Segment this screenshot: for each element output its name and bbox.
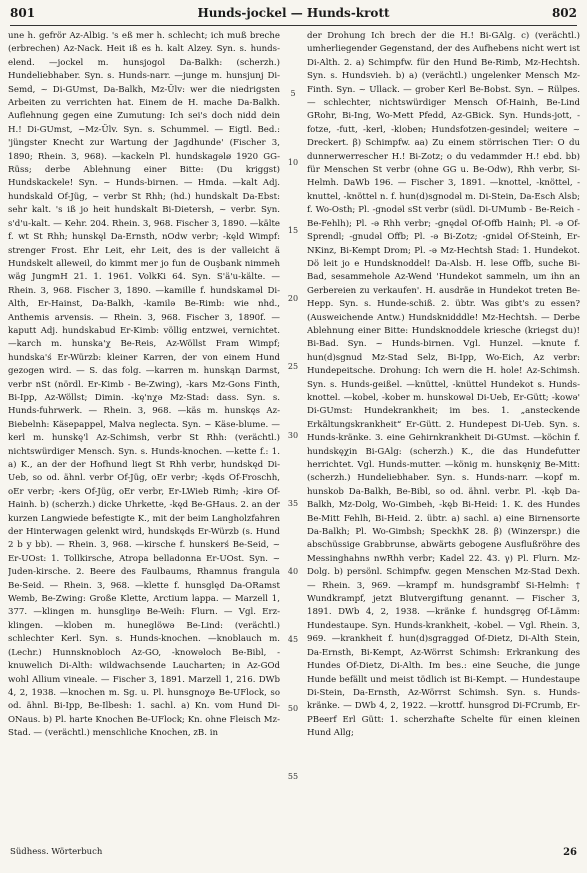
left-column: [8, 30, 280, 838]
page-footer: [10, 847, 577, 858]
line-number: 30: [287, 431, 299, 440]
line-number: 40: [287, 567, 299, 576]
line-number: 15: [287, 226, 299, 235]
line-number: 45: [287, 635, 299, 644]
right-page-number: 802: [551, 6, 577, 20]
footer-label: Südhess. Wörterbuch: [10, 847, 103, 857]
left-column-text: une h. gefrör Az-Albig. 's eß mer h. schlecht; ich muß breche (erbrechen) Az-Nack. Heit iß es h. kalt Alzey. Syn. s. hunds-elend. —jockel m. hunsjogol Da-Balkh: (scherzh.) Hundeliebhaber. Syn. s. Hunds-narr. —junge m. hunsjunj Di-Semd, ~ Di-GUmst, Da-Balkh, Mz-Ülv: wer die niedrigsten Arbeiten zu verrichten hat. Einem de H. mache Da-Balkh. Auflehnung gegen eine Zumutung: Ich sei's doch nidd dein H.! Di-GUmst, ~Mz-Ülv. Syn. s. Schummel. — Eigtl. Bed.: 'jüngster Knecht zur Wartung der Jagdhunde' (Fischer 3, 1890; Rhein. 3, 968). —kackeln Pl. hundskagəlø 1920 GG-Rüss; derbe Ablehnung einer Bitte: (Du kriggst) Hundskackele! Syn. ~ Hunds-birnen. — Hmda. —kalt Adj. hundskald Of-Jüg, ~ verbr St Rhh; (hd.) hundskalt Da-Ebst: sehr kalt. 's iß jo heit hundskalt Bi-Dietersh, ~ verbr. Syn. s'd'u-kalt. — Kehr. 204. Rhein. 3, 968. Fischer 3, 1890. —kälte f. wt St Rhh; hunskęl Da-Ernsth, nOdw verbr; -kęld Wimpf: strenger Frost. Ehr Leit, ehr Leit, des is der valleicht ä Hundskelt alleweil, do kimmt mer jo fun de Ouşbank nimmeh wäg JungmH 21. 1. 1961. VolkKi 64. Syn. S'ä'u-kälte. — Rhein. 3, 968. Fischer 3, 1890. —kamille f. hundskaməl Di-Alth, Er-Hainst, Da-Balkh, -kamilə Be-Rimb: wie nhd., Anthemis arvensis. — Rhein. 3, 968. Fischer 3, 1890f. —kaputt Adj. hundskabud Er-Kimb: völlig entzwei, vernichtet. —karch m. hunska'χ Be-Reis, Az-Wöllst Fram Wimpf; hundska'ś Er-Würzb: kleiner Karren, der von einem Hund gezogen wird. — S. das folg. —karren m. hunskąn Darmst, verbr nSt (nördl. Er-Kimb - Be-Zwing), -kars Mz-Gons Finth, Bi-Ipp, Az-Wöllst; Dimin. -kę'nχə Mz-Stad: dass. Syn. s. Hunds-fuhrwerk. — Rhein. 3, 968. —käs m. hunskęs Az-Biebelnh: Käsepappel, Malva neglecta. Syn. ~ Käse-blume. —kerl m. hunskę'l Az-Schimsh, verbr St Rhh: (verächtl.) nichtswürdiger Mensch. Syn. s. Hunds-knochen. —kette f.: 1. a) K., an der der Hofhund liegt St Rhh verbr, hundskęd Di-Ueb, so od. ähnl. verbr Of-Jüg, oEr verbr; -kęds Of-Froschh, oEr verbr; -kers Of-Jüg, oEr verbr, Er-LWieb Rimh; -kirə Of-Hainh. b) (scherzh.) dicke Uhrkette, -kęd Be-GHaus. 2. an der kurzen Langwiede befestigte K., mit der beim Langholzfahren der Hinterwagen gelenkt wird, hundskęds Er-Würzb (s. Hund 2 b y bb). — Rhein. 3, 968. —kirsche f. hunskerś Be-Seid, ~ Er-UOst: 1. Tollkirsche, Atropa belladonna Er-UOst. Syn. ~ Juden-kirsche. 2. Beere des Faulbaums, Rhamnus frangula Be-Seid. — Rhein. 3, 968. —klette f. hunsględ Da-ORamst Wemb, Be-Zwing: Große Klette, Arctium lappa. — Marzell 1, 377. —klingen m. hunsgliŋə Be-Weih: Flurn. — Vgl. Erz-klingen. —kloben m. huneglöwə Be-Lind: (verächtl.) schlechter Kerl. Syn. s. Hunds-knochen. —knoblauch m. (Lechr.) Hunnsknobloch Az-GO, -knowəloch Be-Bibl, -knuwelich Di-Alth: wildwachsende Laucharten; in Az-GOd wohl Allium vineale. — Fischer 3, 1891. Marzell 1, 216. DWb 4, 2, 1938. —knochen m. Sg. u. Pl. hunsgnoχə Be-UFlock, so od. ähnl. Bi-Ipp, Be-Ilbesh: 1. sachl. a) Kn. vom Hund Di-ONaus. b) Pl. harte Knochen Be-UFlock; Kn. ohne Fleisch Mz-Stad. — (verächtl.) menschliche Knochen, zB. in: [8, 31, 280, 739]
line-number: 50: [287, 704, 299, 713]
line-number: 35: [287, 499, 299, 508]
running-head-title: Hunds-jockel — Hunds-krott: [197, 6, 390, 20]
page-header: [10, 6, 577, 24]
right-column: [307, 30, 580, 838]
line-number: 55: [287, 772, 299, 781]
footer-page-number: 26: [563, 847, 577, 858]
line-number: 10: [287, 158, 299, 167]
right-column-text: der Drohung Ich brech der die H.! Bi-GAlg. c) (verächtl.) umherliegender Gegenstand, der des Aufhebens nicht wert ist Di-Alth. 2. a) Schimpfw. für den Hund Be-Rimb, Mz-Hechtsh. Syn. s. Hundsvieh. b) a) (verächtl.) ungelenker Mensch Mz-Finth. Syn. ~ Ullack. — grober Kerl Be-Bobst. Syn. ~ Rülpes. — schlechter, nichtswürdiger Mensch Of-Hainh, Be-Lind GRohr, Bi-Ing, Wo-Mett Pfedd, Az-GBick. Syn. Hunds-jott, -fotze, -futt, -kerl, -kloben; Hundsfotzen-gesindel; weitere ~ Dreckert. β) Schimpfw. aa) Zu einem störrischen Tier: O du dunnerwerrescher H.! Bi-Zotz; o du vedammder H.! ebd. bb) für Menschen St verbr (ohne GG u. Be-Odw), Rhh verbr, Si-Helmh. DaWb 196. — Fischer 3, 1891. —knottel, -knöttel, -knuttel, -knöttel n. f. hun(d)sgnodəl m. Di-Stein, Da-Esch Alsb; f. Wo-Osth; Pl. -gnodəl sSt verbr (südl. Di-UMumb - Be-Reich - Be-Fehlh); Pl. -ə Rhh verbr; -gnędəl Of-Offb Hainh; Pl. -ə Of-Sprendl; -gnudəl Offb; Pl. -ə Bi-Zotz; -gnidəl Of-Steinh, Er-NKinz, Bi-Kempt Drom; Pl. -ə Mz-Hechtsh Stad: 1. Hundekot. Dö leit jo e Hundsknoddel! Da-Alsb. H. lese Offb, suche Bi-Bad, sesammehole Az-Wend 'Hundekot sammeln, um ihn an Gerbereien zu verkaufen'. H. ausdräe in Hundekot treten Be-Hepp. Syn. s. Hunde-schiß. 2. übtr. Was gibt's zu essen? (Ausweichende Antw.) Hundsknidddle! Mz-Hechtsh. — Derbe Ablehnung einer Bitte: Hundsknoddele kriesche (kriegst du)! Bi-Bad. Syn. ~ Hunds-birnen. Vgl. Hunzel. —knute f. hun(d)sgnud Mz-Stad Selz, Bi-Ipp, Wo-Eich, Az verbr: Hundepeitsche. Drohung: Ich wern die H. hole! Az-Schimsh. Syn. s. Hunds-geißel. —knüttel, -knüttel Hundekot s. Hunds-knottel. —kobel, -kober m. hunskowəl Di-Ueb, Er-Gütt; -kowə' Di-GUmst: Hundekrankheit; im bes. 1. „ansteckende Erkältungskrankheit“ Er-Gütt. 2. Hundepest Di-Ueb. Syn. s. Hunds-kränke. 3. eine Gehirnkrankheit Di-GUmst. —köchin f. hundskęχin Bi-GAlg: (scherzh.) K., die das Hundefutter herrichtet. Vgl. Hunds-mutter. —könig m. hunskęniχ Be-Mitt: (scherzh.) Hundeliebhaber. Syn. s. Hunds-narr. —kopf m. hunskob Da-Balkh, Be-Bibl, so od. ähnl. verbr. Pl. -kęb Da-Balkh, Mz-Dolg, Wo-Gimbeh, -kęb Bi-Heid: 1. K. des Hundes Be-Mitt Fehlh, Bi-Heid. 2. übtr. a) sachl. a) eine Birnensorte Da-Balkh; Pl. Wo-Gimbsh; SpeckhK 28. β) (Winzerspr.) die abschüssige Grabbrunse, abwärts gebogene Ausflußröhre des Messinghahns nwRhh verbr; Kadel 22. 43. γ) Pl. Flurn. Mz-Dolg. b) persönl. Schimpfw. gegen Menschen Mz-Stad Dexh. — Rhein. 3, 969. —krampf m. hundsgrambf Si-Helmh: † Wundkrampf, jetzt Blutvergiftung genannt. — Fischer 3, 1891. DWb 4, 2, 1938. —kränke f. hundsgręg Of-Lämm: Hundestaupe. Syn. Hunds-krankheit, -kobel. — Vgl. Rhein. 3, 969. —krankheit f. hun(d)sgraggəd Of-Dietz, Di-Alth Stein, Da-Ernsth, Bi-Kempt, Az-Wörrst Schimsh: Erkrankung des Hundes Of-Dietz, Di-Alth. Im bes.: eine Seuche, die junge Hunde befällt und meist tödlich ist Bi-Kempt. — Hundestaupe Di-Stein, Da-Ernsth, Az-Wörrst Schimsh. Syn. s. Hunds-kränke. — DWb 4, 2, 1922. —krottf. hunsgrod Di-FCrumb, Er-PBeerf Erl Gütt: 1. scherzhafte Schelte für einen kleinen Hund Allg;: [307, 31, 580, 739]
header-rule: [10, 25, 577, 26]
line-number: 20: [287, 294, 299, 303]
line-number: 5: [290, 89, 296, 98]
left-page-number: 801: [10, 6, 36, 20]
line-number: 25: [287, 362, 299, 371]
